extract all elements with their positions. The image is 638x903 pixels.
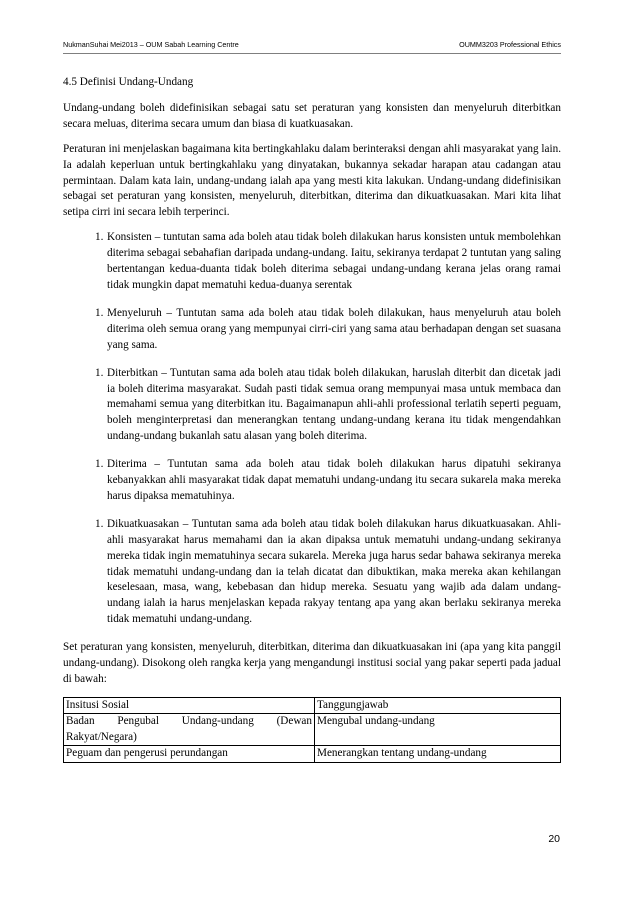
table-row [64,714,561,746]
list-item-number: 1. [95,517,104,530]
paragraph: Peraturan ini menjelaskan bagaimana kita bertingkahlaku dalam berinteraksi dengan ahli masyarakat yang lain. Ia adalah keperluan untuk bertingkahlaku yang dinyatakan, bukannya sekadar harapan atau cadangan atau permintaan. Dalam kata lain, undang-undang ialah apa yang mesti kita lakukan. Undang-undang didefinisikan sebagai set peraturan yang konsisten, menyeluruh, diterbitkan, diterima dan dikuatkuasakan. Mari kita lihat setipa cirri ini secara lebih terperinci. [63,142,561,219]
institutions-table [63,697,561,763]
table-header-cell: Tanggungjawab [315,697,561,714]
list-item-text: Dikuatkuasakan – Tuntutan sama ada boleh atau tidak boleh dilakukan harus dikuatkuasakan. Ahli-ahli masyarakat harus memahami dan ia akan dipaksa untuk mematuhi undang-undang sekiranya mereka tidak ingin mematuhinya secara sukarela. Mereka juga harus sedar bahawa sekiranya mereka tidak mematuhi undang-undang dan ia telah dicatat dan dibuktikan, maka mereka akan kehilangan keselesaan, masa, wang, kebebasan dan hidup mereka. Sesuatu yang wajib ada dalam undang-undang ialah ia harus menjelaskan kepada rakyay tentang apa yang akan berlaku sekiranya mereka tidak mematuhi undang-undang. [107,517,561,626]
table-header-row [64,697,561,714]
list-item [63,306,561,354]
list-item [63,366,561,446]
list-item [63,230,561,294]
list-item-text: Diterima – Tuntutan sama ada boleh atau tidak boleh dilakukan harus dipatuhi sekiranya kebanyakkan ahli masyarakat tidak dapat mematuhi undang-undang itu secara sukarela maka mereka harus dipaksa mematuhinya. [107,458,561,502]
table-cell: Mengubal undang-undang [315,714,561,746]
closing-paragraph: Set peraturan yang konsisten, menyeluruh, diterbitkan, diterima dan dikuatkuasakan ini (apa yang kita panggil undang-undang). Disokong oleh rangka kerja yang mengandungi institusi social yang pakar seperti pada jadual di bawah: [63,641,561,685]
list-item [63,457,561,505]
table-cell: Badan Pengubal Undang-undang (Dewan Rakyat/Negara) [64,714,315,746]
list-item-text: Diterbitkan – Tuntutan sama ada boleh atau tidak boleh dilakukan, haruslah diterbit dan dicetak jadi ia boleh diterima masyarakat. Sudah pasti tidak semua orang mempunyai masa untuk membaca dan memahami semua yang diterbitkan itu. Bagaimanapun ahli-ahli professional terlatih seperti peguam, boleh menginterpretasi dan menerangkan tentang undang-undang kerana itu tidak mengendahkan undang-undang bukanlah satu alasan yang boleh diterima. [107,366,561,443]
section-title: 4.5 Definisi Undang-Undang [63,76,194,88]
table-cell: Menerangkan tentang undang-undang [315,746,561,763]
list-item-text: Menyeluruh – Tuntutan sama ada boleh atau tidak boleh dilakukan, haus menyeluruh atau boleh diterima oleh semua orang yang mempunyai cirri-ciri yang sama atau berhadapan dengan set suasana yang sama. [107,306,561,351]
list-item-text: Konsisten – tuntutan sama ada boleh atau tidak boleh dilakukan harus konsisten untuk membolehkan diterima sebagai sebahafian daripada undang-undang. Iaitu, sekiranya terdapat 2 tuntutan yang saling bertentangan kedua-duanta tidak boleh diterima sebagai undang-undang kerana jelas orang ramai tidak mungkin dapat mematuhi kedua-duanya serentak [107,231,561,291]
page-content [63,75,561,763]
list-item [63,517,561,628]
list-item-number: 1. [95,458,104,471]
header-left-text: NukmanSuhai Mei2013 – OUM Sabah Learning Centre [63,40,239,49]
page-header [63,39,561,54]
header-right-text: OUMM3203 Professional Ethics [459,40,561,49]
paragraph: Undang-undang boleh didefinisikan sebagai satu set peraturan yang konsisten dan menyeluruh diterbitkan secara meluas, diterima secara umum dan biasa di kuatkuasakan. [63,101,561,130]
table-cell: Peguam dan pengerusi perundangan [64,746,315,763]
table-header-cell: Insitusi Sosial [64,697,315,714]
characteristics-list [63,230,561,628]
list-item-number: 1. [95,306,104,319]
page-number: 20 [548,833,560,845]
table-row [64,746,561,763]
list-item-number: 1. [95,366,104,379]
list-item-number: 1. [95,231,104,244]
